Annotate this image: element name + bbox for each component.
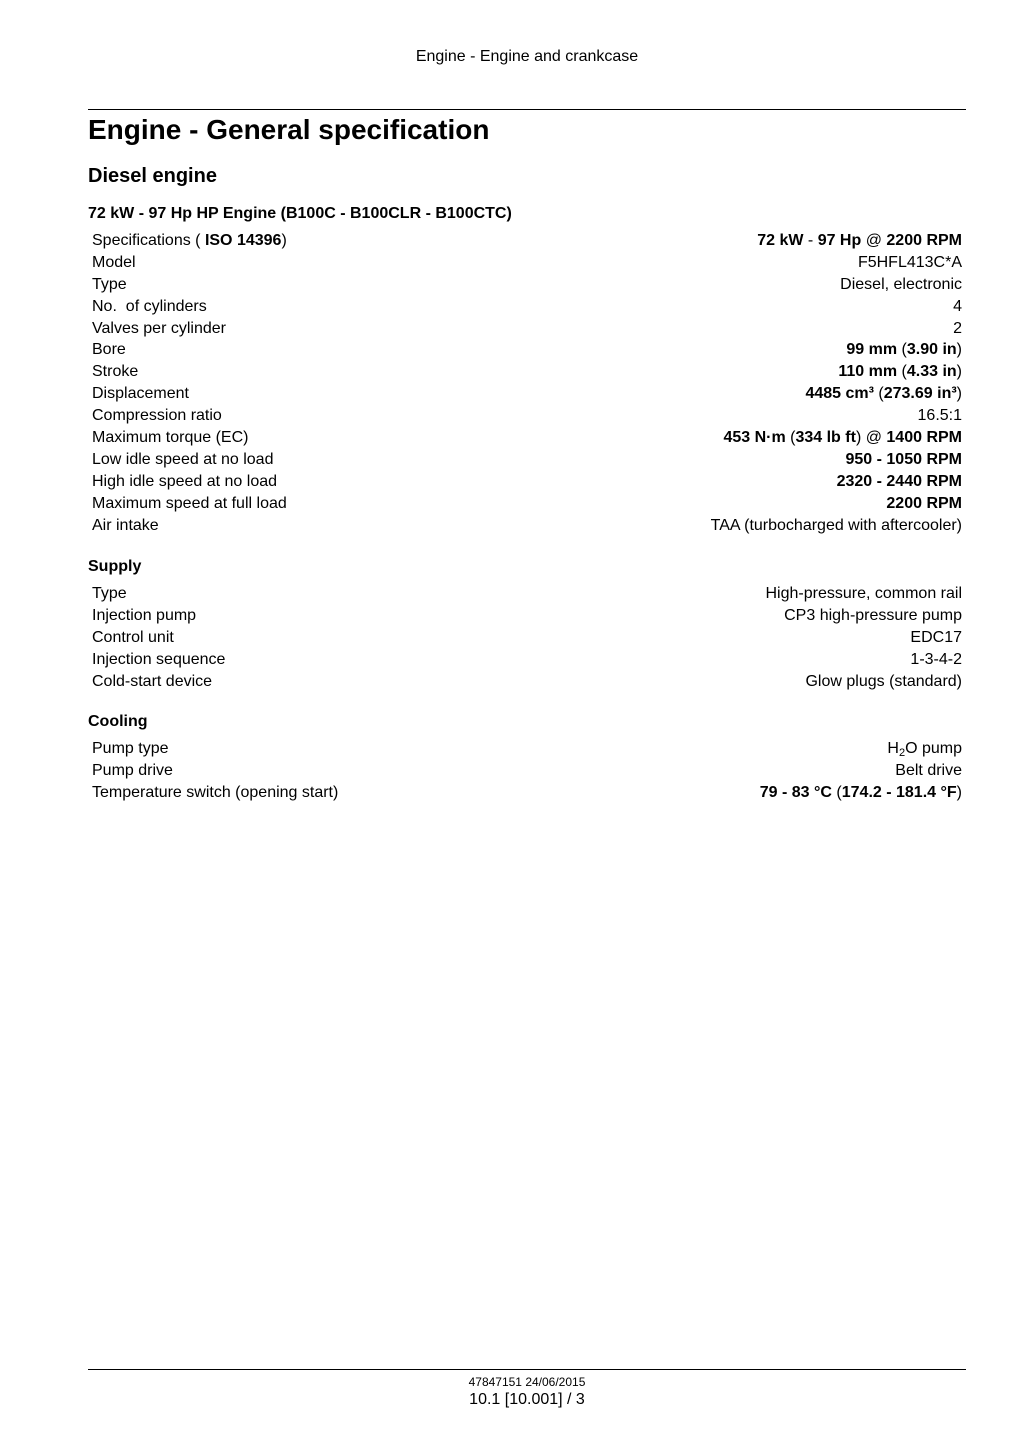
spec-label: Valves per cylinder	[92, 319, 226, 337]
spec-row-max-speed	[92, 493, 962, 515]
spec-value: 2320 - 2440 RPM	[836, 472, 962, 490]
cooling-heading: Cooling	[88, 713, 148, 730]
spec-value: 99 mm (3.90 in)	[846, 341, 962, 359]
spec-label: Compression ratio	[92, 407, 222, 425]
spec-row-compression	[92, 405, 962, 427]
spec-label: Pump type	[92, 740, 169, 757]
spec-row-displacement	[92, 383, 962, 405]
spec-label: Bore	[92, 341, 126, 359]
spec-value: Glow plugs (standard)	[805, 672, 962, 690]
top-rule	[88, 109, 966, 110]
spec-row-low-idle	[92, 449, 962, 471]
spec-value: 1-3-4-2	[910, 650, 962, 668]
spec-value: F5HFL413C*A	[857, 253, 962, 271]
spec-label: Temperature switch (opening start)	[92, 783, 339, 801]
page-title: Engine - General specification	[88, 114, 490, 145]
cooling-spec-table	[92, 738, 962, 804]
spec-row-air-intake	[92, 515, 962, 537]
spec-row-pump-type	[92, 738, 962, 760]
spec-value: 4	[953, 297, 962, 315]
spec-value: 16.5:1	[917, 407, 962, 425]
spec-row-model	[92, 252, 962, 274]
spec-row-type	[92, 274, 962, 296]
engine-heading: 72 kW - 97 Hp HP Engine (B100C - B100CLR - B100CTC)	[88, 205, 512, 222]
spec-value: 110 mm (4.33 in)	[838, 363, 962, 381]
spec-row-stroke	[92, 361, 962, 383]
supply-spec-table	[92, 583, 962, 692]
spec-label: Type	[92, 275, 127, 293]
spec-label: Stroke	[92, 363, 139, 381]
spec-label: Air intake	[92, 516, 159, 534]
supply-heading: Supply	[88, 558, 142, 575]
spec-value: 79 - 83 °C (174.2 - 181.4 °F)	[759, 783, 962, 801]
document-id: 47847151 24/06/2015	[468, 1375, 586, 1389]
spec-value: 72 kW - 97 Hp @ 2200 RPM	[757, 232, 962, 249]
spec-value: Belt drive	[895, 761, 962, 779]
spec-label: Injection pump	[92, 606, 197, 624]
spec-value: TAA (turbocharged with aftercooler)	[710, 516, 962, 534]
page-reference: 10.1 [10.001] / 3	[469, 1391, 585, 1408]
spec-value: 950 - 1050 RPM	[845, 450, 962, 468]
spec-label: Model	[92, 253, 136, 271]
spec-label: Cold-start device	[92, 672, 213, 690]
spec-value: 2	[953, 319, 962, 337]
spec-label: Maximum speed at full load	[92, 494, 287, 512]
spec-value: Diesel, electronic	[840, 275, 962, 293]
bottom-rule	[88, 1369, 966, 1370]
spec-value: 453 N·m (334 lb ft) @ 1400 RPM	[723, 429, 962, 447]
spec-row-pump-drive	[92, 760, 962, 782]
spec-label: Displacement	[92, 385, 189, 403]
spec-label: Pump drive	[92, 761, 173, 779]
spec-label: Injection sequence	[92, 650, 226, 668]
spec-row-torque	[92, 427, 962, 449]
spec-label: Control unit	[92, 628, 174, 646]
spec-row-cold-start	[92, 671, 962, 693]
spec-value: $H_2O$ pump	[887, 740, 962, 759]
spec-row-valves	[92, 318, 962, 340]
spec-row-temp-switch	[92, 782, 962, 804]
spec-value: CP3 high-pressure pump	[784, 606, 962, 624]
spec-label: High idle speed at no load	[92, 472, 278, 490]
running-header: Engine - Engine and crankcase	[415, 48, 639, 65]
spec-row-supply-type	[92, 583, 962, 605]
spec-label: Maximum torque (EC)	[92, 429, 249, 447]
section-title: Diesel engine	[88, 165, 217, 187]
spec-value: EDC17	[910, 628, 962, 646]
spec-row-injection-sequence	[92, 649, 962, 671]
engine-spec-table	[92, 230, 962, 536]
spec-row-cylinders	[92, 296, 962, 318]
spec-label: No. of cylinders	[92, 297, 207, 315]
spec-row-high-idle	[92, 471, 962, 493]
spec-label: Low idle speed at no load	[92, 450, 274, 468]
spec-row-injection-pump	[92, 605, 962, 627]
spec-label: Specifications ( ISO 14396)	[92, 232, 287, 249]
spec-value: 2200 RPM	[886, 494, 962, 512]
spec-row-bore	[92, 339, 962, 361]
spec-value: 4485 cm³ (273.69 in³)	[805, 385, 962, 403]
spec-row-specifications	[92, 230, 962, 252]
spec-label: Type	[92, 585, 127, 602]
spec-row-control-unit	[92, 627, 962, 649]
spec-value: High-pressure, common rail	[765, 585, 962, 602]
